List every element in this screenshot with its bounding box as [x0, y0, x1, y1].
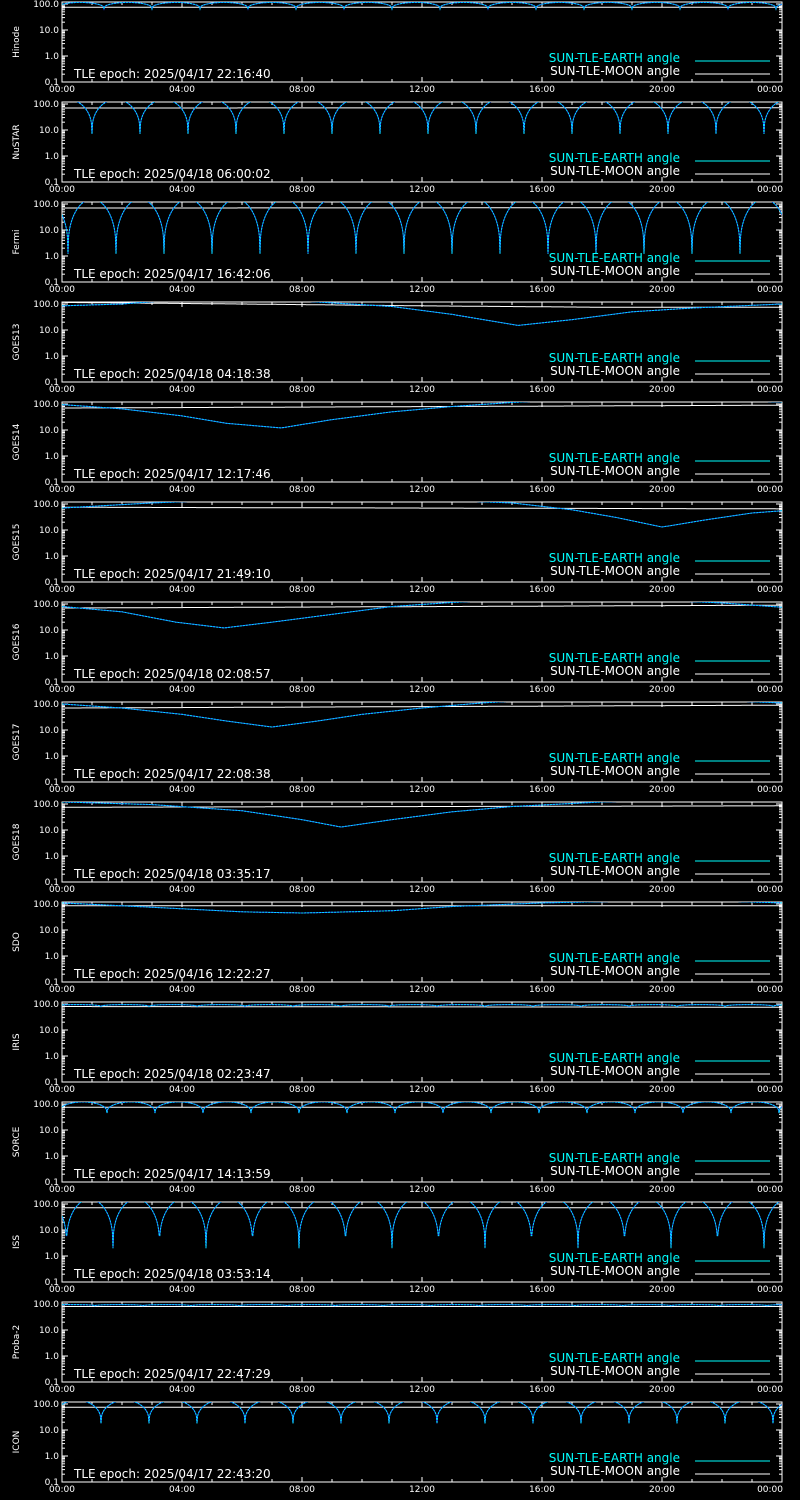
x-tick-label: 12:00 [409, 885, 435, 895]
x-tick-label: 04:00 [169, 185, 195, 195]
x-tick-label: 08:00 [289, 1485, 315, 1495]
x-tick-label: 16:00 [529, 385, 555, 395]
y-tick-label: 0.1 [44, 1378, 59, 1388]
y-tick-label: 10.0 [38, 926, 59, 936]
x-tick-label: 04:00 [169, 685, 195, 695]
x-tick-label: 00:00 [49, 1285, 75, 1295]
y-tick-label: 100.0 [33, 1000, 59, 1010]
x-tick-label: 16:00 [529, 685, 555, 695]
x-tick-label: 00:00 [757, 85, 783, 95]
x-tick-label: 00:00 [49, 685, 75, 695]
y-tick-label: 0.1 [44, 578, 59, 588]
x-tick-label: 20:00 [649, 1285, 675, 1295]
x-tick-label: 04:00 [169, 285, 195, 295]
x-tick-label: 00:00 [49, 1385, 75, 1395]
x-tick-label: 16:00 [529, 585, 555, 595]
y-tick-label: 10.0 [38, 1426, 59, 1436]
y-tick-label: 10.0 [38, 1126, 59, 1136]
tle-epoch-label: TLE epoch: 2025/04/18 03:53:14 [74, 1267, 271, 1281]
x-tick-label: 16:00 [529, 985, 555, 995]
panel-goes14 [12, 398, 783, 495]
legend-earth-label: SUN-TLE-EARTH angle [548, 1051, 680, 1065]
x-tick-label: 08:00 [289, 185, 315, 195]
x-tick-label: 08:00 [289, 285, 315, 295]
panel-sdo [12, 900, 783, 995]
x-tick-label: 08:00 [289, 985, 315, 995]
x-tick-label: 08:00 [289, 1185, 315, 1195]
x-tick-label: 12:00 [409, 285, 435, 295]
tle-epoch-label: TLE epoch: 2025/04/16 12:22:27 [74, 967, 271, 981]
y-tick-label: 100.0 [33, 1100, 59, 1110]
x-tick-label: 12:00 [409, 585, 435, 595]
y-tick-label: 10.0 [38, 26, 59, 36]
x-tick-label: 08:00 [289, 385, 315, 395]
legend-moon-label: SUN-TLE-MOON angle [550, 664, 680, 678]
x-tick-label: 00:00 [49, 585, 75, 595]
y-tick-label: 100.0 [33, 400, 59, 410]
legend-earth-label: SUN-TLE-EARTH angle [548, 451, 680, 465]
x-tick-label: 16:00 [529, 1385, 555, 1395]
x-tick-label: 00:00 [757, 785, 783, 795]
y-tick-label: 0.1 [44, 478, 59, 488]
x-tick-label: 20:00 [649, 85, 675, 95]
tle-epoch-label: TLE epoch: 2025/04/18 04:18:38 [74, 367, 271, 381]
plot-series [62, 199, 782, 254]
y-tick-label: 0.1 [44, 78, 59, 88]
y-tick-label: 10.0 [38, 426, 59, 436]
legend-earth-label: SUN-TLE-EARTH angle [548, 1351, 680, 1365]
x-tick-label: 08:00 [289, 485, 315, 495]
x-tick-label: 04:00 [169, 785, 195, 795]
x-tick-label: 04:00 [169, 85, 195, 95]
x-tick-label: 20:00 [649, 1185, 675, 1195]
tle-epoch-label: TLE epoch: 2025/04/18 02:23:47 [74, 1067, 271, 1081]
y-tick-label: 100.0 [33, 500, 59, 510]
y-tick-label: 100.0 [33, 1400, 59, 1410]
x-tick-label: 20:00 [649, 1485, 675, 1495]
x-tick-label: 00:00 [757, 185, 783, 195]
tle-epoch-label: TLE epoch: 2025/04/17 14:13:59 [74, 1167, 271, 1181]
x-tick-label: 16:00 [529, 1085, 555, 1095]
panel-goes15 [12, 498, 783, 595]
x-tick-label: 00:00 [49, 1485, 75, 1495]
legend-earth-label: SUN-TLE-EARTH angle [548, 51, 680, 65]
satellite-name-label: IRIS [12, 1033, 22, 1051]
y-tick-label: 1.0 [44, 1452, 59, 1462]
x-tick-label: 04:00 [169, 485, 195, 495]
y-tick-label: 1.0 [44, 552, 59, 562]
x-tick-label: 12:00 [409, 785, 435, 795]
x-tick-label: 16:00 [529, 885, 555, 895]
x-tick-label: 04:00 [169, 885, 195, 895]
x-tick-label: 12:00 [409, 385, 435, 395]
tle-epoch-label: TLE epoch: 2025/04/17 22:47:29 [74, 1367, 271, 1381]
y-tick-label: 10.0 [38, 1026, 59, 1036]
x-tick-label: 00:00 [49, 885, 75, 895]
x-tick-label: 20:00 [649, 1085, 675, 1095]
tle-epoch-label: TLE epoch: 2025/04/17 16:42:06 [74, 267, 271, 281]
x-tick-label: 00:00 [49, 285, 75, 295]
y-tick-label: 1.0 [44, 352, 59, 362]
legend-earth-label: SUN-TLE-EARTH angle [548, 751, 680, 765]
x-tick-label: 20:00 [649, 385, 675, 395]
y-tick-label: 1.0 [44, 1152, 59, 1162]
y-tick-label: 100.0 [33, 900, 59, 910]
satellite-name-label: Fermi [12, 229, 22, 255]
y-tick-label: 0.1 [44, 178, 59, 188]
y-tick-label: 1.0 [44, 1052, 59, 1062]
x-tick-label: 00:00 [49, 1185, 75, 1195]
x-tick-label: 04:00 [169, 1485, 195, 1495]
legend-earth-label: SUN-TLE-EARTH angle [548, 651, 680, 665]
y-tick-label: 0.1 [44, 1178, 59, 1188]
y-tick-label: 1.0 [44, 452, 59, 462]
satellite-name-label: GOES17 [12, 723, 22, 761]
legend-earth-label: SUN-TLE-EARTH angle [548, 251, 680, 265]
x-tick-label: 04:00 [169, 1185, 195, 1195]
x-tick-label: 12:00 [409, 985, 435, 995]
satellite-name-label: SORCE [12, 1126, 22, 1158]
x-tick-label: 12:00 [409, 1485, 435, 1495]
y-tick-label: 100.0 [33, 200, 59, 210]
x-tick-label: 00:00 [757, 1485, 783, 1495]
x-tick-label: 12:00 [409, 1185, 435, 1195]
legend-earth-label: SUN-TLE-EARTH angle [548, 351, 680, 365]
x-tick-label: 16:00 [529, 485, 555, 495]
y-tick-label: 1.0 [44, 852, 59, 862]
x-tick-label: 00:00 [757, 1385, 783, 1395]
y-tick-label: 10.0 [38, 626, 59, 636]
x-tick-label: 04:00 [169, 1285, 195, 1295]
x-tick-label: 00:00 [49, 85, 75, 95]
y-tick-label: 100.0 [33, 700, 59, 710]
panel-nustar [12, 99, 783, 195]
y-tick-label: 1.0 [44, 1352, 59, 1362]
panel-hinode [12, 0, 783, 95]
x-tick-label: 08:00 [289, 85, 315, 95]
y-tick-label: 10.0 [38, 826, 59, 836]
legend-moon-label: SUN-TLE-MOON angle [550, 1164, 680, 1178]
x-tick-label: 00:00 [757, 985, 783, 995]
tle-epoch-label: TLE epoch: 2025/04/18 03:35:17 [74, 867, 271, 881]
y-tick-label: 0.1 [44, 378, 59, 388]
x-tick-label: 16:00 [529, 185, 555, 195]
legend-moon-label: SUN-TLE-MOON angle [550, 164, 680, 178]
y-tick-label: 10.0 [38, 526, 59, 536]
x-tick-label: 00:00 [49, 1085, 75, 1095]
x-tick-label: 16:00 [529, 1185, 555, 1195]
y-tick-label: 100.0 [33, 300, 59, 310]
y-tick-label: 0.1 [44, 778, 59, 788]
legend-moon-label: SUN-TLE-MOON angle [550, 364, 680, 378]
x-tick-label: 20:00 [649, 585, 675, 595]
x-tick-label: 04:00 [169, 585, 195, 595]
y-tick-label: 0.1 [44, 1278, 59, 1288]
y-tick-label: 10.0 [38, 126, 59, 136]
y-tick-label: 1.0 [44, 652, 59, 662]
x-tick-label: 20:00 [649, 685, 675, 695]
legend-earth-label: SUN-TLE-EARTH angle [548, 951, 680, 965]
satellite-name-label: Proba-2 [12, 1324, 22, 1360]
legend-moon-label: SUN-TLE-MOON angle [550, 464, 680, 478]
x-tick-label: 04:00 [169, 385, 195, 395]
y-tick-label: 10.0 [38, 1226, 59, 1236]
x-tick-label: 16:00 [529, 785, 555, 795]
panel-iris [12, 1000, 783, 1095]
y-tick-label: 1.0 [44, 952, 59, 962]
x-tick-label: 00:00 [49, 785, 75, 795]
panel-fermi [12, 199, 783, 295]
panel-goes17 [12, 698, 783, 795]
panel-iss [12, 1199, 783, 1295]
satellite-name-label: GOES15 [12, 523, 22, 561]
tle-epoch-label: TLE epoch: 2025/04/17 22:16:40 [74, 67, 271, 81]
x-tick-label: 12:00 [409, 85, 435, 95]
x-tick-label: 12:00 [409, 1285, 435, 1295]
y-tick-label: 1.0 [44, 52, 59, 62]
tle-epoch-label: TLE epoch: 2025/04/17 12:17:46 [74, 467, 271, 481]
x-tick-label: 00:00 [49, 985, 75, 995]
x-tick-label: 00:00 [757, 685, 783, 695]
y-tick-label: 100.0 [33, 1200, 59, 1210]
x-tick-label: 12:00 [409, 1085, 435, 1095]
x-tick-label: 08:00 [289, 685, 315, 695]
x-tick-label: 00:00 [757, 385, 783, 395]
legend-earth-label: SUN-TLE-EARTH angle [548, 851, 680, 865]
satellite-name-label: GOES14 [12, 423, 22, 461]
panel-sorce [12, 1100, 783, 1195]
x-tick-label: 08:00 [289, 1085, 315, 1095]
satellite-name-label: GOES13 [12, 323, 22, 361]
legend-earth-label: SUN-TLE-EARTH angle [548, 1451, 680, 1465]
legend-earth-label: SUN-TLE-EARTH angle [548, 551, 680, 565]
x-tick-label: 20:00 [649, 285, 675, 295]
y-tick-label: 100.0 [33, 100, 59, 110]
satellite-name-label: ICON [12, 1430, 22, 1454]
y-tick-label: 1.0 [44, 752, 59, 762]
x-tick-label: 12:00 [409, 185, 435, 195]
y-tick-label: 0.1 [44, 278, 59, 288]
x-tick-label: 00:00 [757, 485, 783, 495]
y-tick-label: 100.0 [33, 0, 59, 10]
legend-earth-label: SUN-TLE-EARTH angle [548, 1251, 680, 1265]
tle-epoch-label: TLE epoch: 2025/04/18 06:00:02 [74, 167, 271, 181]
y-tick-label: 10.0 [38, 726, 59, 736]
y-tick-label: 0.1 [44, 1078, 59, 1088]
y-tick-label: 100.0 [33, 600, 59, 610]
x-tick-label: 16:00 [529, 85, 555, 95]
x-tick-label: 00:00 [757, 885, 783, 895]
x-tick-label: 20:00 [649, 485, 675, 495]
x-tick-label: 00:00 [49, 185, 75, 195]
x-tick-label: 16:00 [529, 1285, 555, 1295]
y-tick-label: 0.1 [44, 678, 59, 688]
satellite-name-label: Hinode [12, 26, 22, 58]
panel-goes18 [12, 799, 783, 895]
legend-moon-label: SUN-TLE-MOON angle [550, 964, 680, 978]
tle-epoch-label: TLE epoch: 2025/04/18 02:08:57 [74, 667, 271, 681]
x-tick-label: 20:00 [649, 1385, 675, 1395]
x-tick-label: 00:00 [757, 285, 783, 295]
x-tick-label: 08:00 [289, 1385, 315, 1395]
x-tick-label: 08:00 [289, 885, 315, 895]
legend-earth-label: SUN-TLE-EARTH angle [548, 1151, 680, 1165]
x-tick-label: 08:00 [289, 1285, 315, 1295]
tle-epoch-label: TLE epoch: 2025/04/17 22:43:20 [74, 1467, 271, 1481]
satellite-name-label: GOES16 [12, 623, 22, 661]
y-tick-label: 1.0 [44, 252, 59, 262]
x-tick-label: 00:00 [757, 1285, 783, 1295]
legend-moon-label: SUN-TLE-MOON angle [550, 1364, 680, 1378]
moon-angle-line [62, 507, 782, 509]
x-tick-label: 12:00 [409, 1385, 435, 1395]
x-tick-label: 00:00 [757, 1185, 783, 1195]
x-tick-label: 16:00 [529, 285, 555, 295]
y-tick-label: 1.0 [44, 152, 59, 162]
x-tick-label: 00:00 [757, 585, 783, 595]
satellite-name-label: NuSTAR [12, 124, 22, 160]
legend-moon-label: SUN-TLE-MOON angle [550, 1064, 680, 1078]
x-tick-label: 04:00 [169, 985, 195, 995]
x-tick-label: 04:00 [169, 1385, 195, 1395]
x-tick-label: 00:00 [49, 485, 75, 495]
legend-moon-label: SUN-TLE-MOON angle [550, 1464, 680, 1478]
x-tick-label: 00:00 [757, 1085, 783, 1095]
x-tick-label: 00:00 [49, 385, 75, 395]
tle-epoch-label: TLE epoch: 2025/04/17 22:08:38 [74, 767, 271, 781]
legend-moon-label: SUN-TLE-MOON angle [550, 264, 680, 278]
x-tick-label: 08:00 [289, 585, 315, 595]
y-tick-label: 100.0 [33, 800, 59, 810]
x-tick-label: 12:00 [409, 685, 435, 695]
y-tick-label: 0.1 [44, 1478, 59, 1488]
x-tick-label: 20:00 [649, 785, 675, 795]
y-tick-label: 10.0 [38, 226, 59, 236]
y-tick-label: 10.0 [38, 1326, 59, 1336]
satellite-name-label: GOES18 [12, 823, 22, 861]
moon-angle-line [62, 1007, 782, 1008]
y-tick-label: 0.1 [44, 878, 59, 888]
x-tick-label: 12:00 [409, 485, 435, 495]
x-tick-label: 20:00 [649, 985, 675, 995]
satellite-name-label: ISS [12, 1234, 22, 1250]
legend-moon-label: SUN-TLE-MOON angle [550, 864, 680, 878]
legend-moon-label: SUN-TLE-MOON angle [550, 1264, 680, 1278]
panel-goes13 [12, 299, 783, 395]
panel-icon [12, 1400, 783, 1495]
x-tick-label: 04:00 [169, 1085, 195, 1095]
x-tick-label: 08:00 [289, 785, 315, 795]
legend-moon-label: SUN-TLE-MOON angle [550, 64, 680, 78]
x-tick-label: 16:00 [529, 1485, 555, 1495]
y-tick-label: 1.0 [44, 1252, 59, 1262]
legend-moon-label: SUN-TLE-MOON angle [550, 564, 680, 578]
y-tick-label: 0.1 [44, 978, 59, 988]
y-tick-label: 100.0 [33, 1300, 59, 1310]
panel-goes16 [12, 598, 783, 695]
y-tick-label: 10.0 [38, 326, 59, 336]
legend-moon-label: SUN-TLE-MOON angle [550, 764, 680, 778]
panel-proba-2 [12, 1300, 783, 1395]
x-tick-label: 20:00 [649, 885, 675, 895]
legend-earth-label: SUN-TLE-EARTH angle [548, 151, 680, 165]
tle-epoch-label: TLE epoch: 2025/04/17 21:49:10 [74, 567, 271, 581]
x-tick-label: 20:00 [649, 185, 675, 195]
satellite-name-label: SDO [12, 932, 22, 952]
